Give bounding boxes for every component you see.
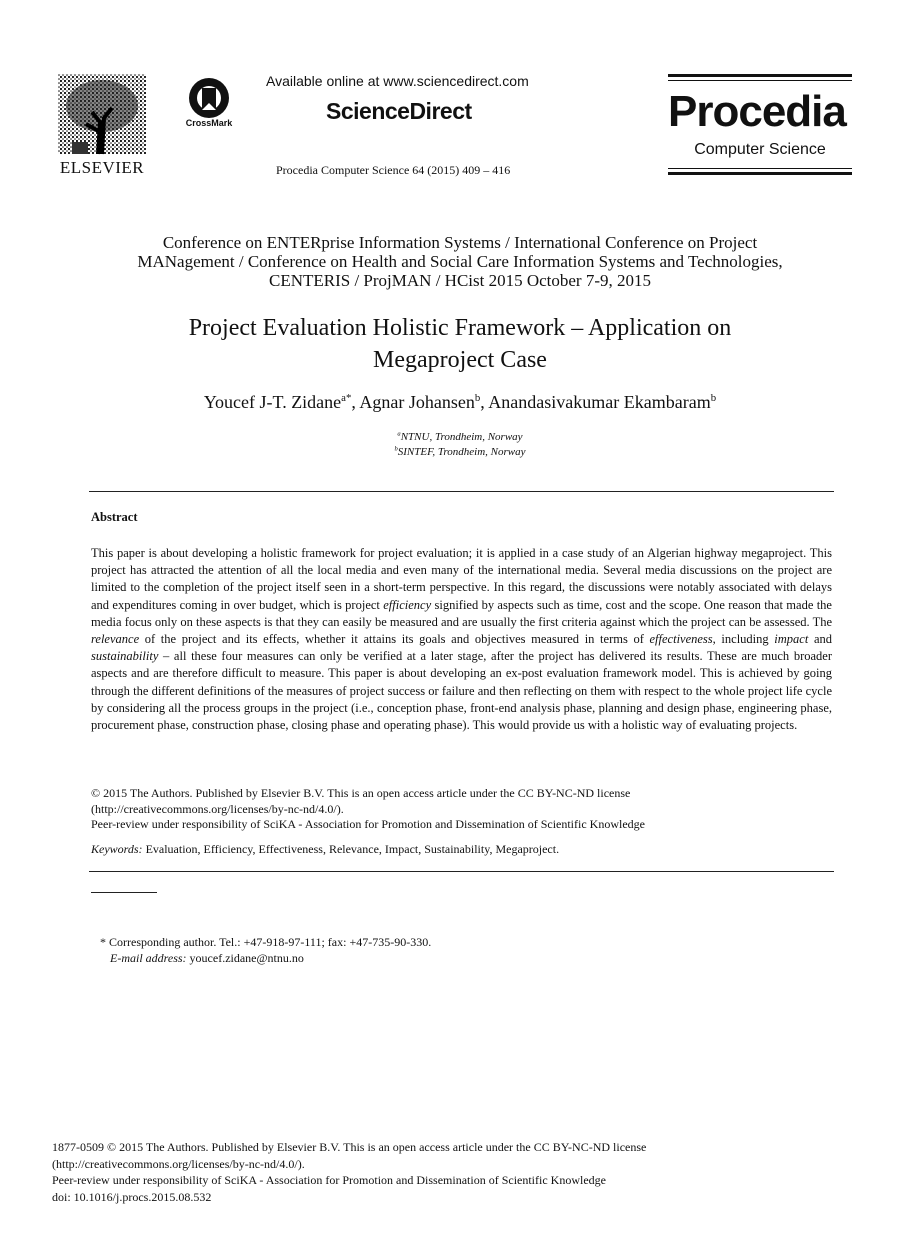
procedia-logo xyxy=(668,74,852,176)
sciencedirect-logo: ScienceDirect xyxy=(326,98,472,124)
author-name: Anandasivakumar Ekambaram xyxy=(488,392,711,412)
conference-name xyxy=(60,233,860,290)
footnote xyxy=(100,934,800,966)
abstract-emphasis: sustainability xyxy=(91,649,159,664)
author-affil-mark: b xyxy=(710,392,717,404)
abstract-span: This paper is about developing a holistic framework for project evaluation; it is applied in a case study of an Algerian highway megaproject. This project has attracted the attention of all the local media and even many of the international media. Several media discussions on the project are limited to the completion of the project itself seen in a short-term perspective. In this regard, the discussions were notably associated with delays and expenditures coming in over budget, which is project xyxy=(91,546,832,612)
email-label: E-mail address: xyxy=(110,951,187,965)
publisher-name: ELSEVIER xyxy=(59,158,145,177)
abstract-span: of the project and its effects, whether it attains its goals and objectives measured in terms of xyxy=(139,632,650,647)
bottom-notice xyxy=(52,1139,852,1205)
conference-line: Conference on ENTERprise Information Systems / International Conference on Project xyxy=(162,233,758,252)
affil-text: SINTEF, Trondheim, Norway xyxy=(397,446,526,458)
divider-bottom xyxy=(89,871,834,872)
affil-mark: a xyxy=(397,430,401,438)
procedia-title: Procedia xyxy=(668,87,846,136)
affiliation xyxy=(60,430,860,445)
keywords-text: Evaluation, Efficiency, Effectiveness, Relevance, Impact, Sustainability, Megaproject. xyxy=(142,842,560,856)
affil-mark: b xyxy=(394,445,398,453)
bottom-license-link[interactable]: (http://creativecommons.org/licenses/by-nc-nd/4.0/). xyxy=(52,1156,305,1171)
procedia-subtitle: Computer Science xyxy=(694,141,826,158)
abstract-emphasis: impact xyxy=(774,632,809,647)
author-list xyxy=(60,392,860,413)
corresponding-author: * Corresponding author. Tel.: +47-918-97-111; fax: +47-735-90-330. xyxy=(100,935,432,949)
license-statement xyxy=(91,786,832,833)
license-line: © 2015 The Authors. Published by Elsevier B.V. This is an open access article under the CC BY-NC-ND license xyxy=(91,786,631,800)
footnote-rule xyxy=(91,892,157,893)
license-line: Peer-review under responsibility of SciKA - Association for Promotion and Dissemination of Scientific Knowledge xyxy=(91,817,645,831)
abstract-span: , including xyxy=(712,632,775,647)
author-affil-mark: b xyxy=(474,392,481,404)
abstract-emphasis: efficiency xyxy=(383,597,432,612)
abstract-text xyxy=(91,545,832,734)
conference-line: MANagement / Conference on Health and Social Care Information Systems and Technologies, xyxy=(137,252,783,271)
email-address[interactable]: youcef.zidane@ntnu.no xyxy=(186,951,304,965)
abstract-heading: Abstract xyxy=(91,510,138,524)
author-name: Youcef J-T. Zidane xyxy=(203,392,342,412)
license-link[interactable]: (http://creativecommons.org/licenses/by-nc-nd/4.0/). xyxy=(91,801,344,816)
available-online-text: Available online at www.sciencedirect.com xyxy=(266,73,529,89)
abstract-span: and xyxy=(808,632,832,647)
divider-top xyxy=(89,491,834,492)
conference-line: CENTERIS / ProjMAN / HCist 2015 October 7-9, 2015 xyxy=(268,271,652,290)
author-name: Agnar Johansen xyxy=(359,392,475,412)
keywords-label: Keywords: xyxy=(91,842,143,856)
bottom-line: 1877-0509 © 2015 The Authors. Published by Elsevier B.V. This is an open access article under the CC BY-NC-ND license xyxy=(52,1140,647,1154)
abstract-span: – all these four measures can only be verified at a later stage, after the project has delivered its results. These are much broader aspects and are therefore difficult to measure. This paper is about developing an ex-post evaluation framework model. This is achieved by going through the different definitions of the measures of project success or failure and then reflecting on them with respect to the whole project life cycle by considering all the process groups in the project (i.e., conception phase, front-end analysis phase, planning and design phase, engineering phase, procurement phase, construction phase, closing phase and operating phase). This would provide us with a holistic way of evaluating projects. xyxy=(91,649,832,733)
title-line: Project Evaluation Holistic Framework – Application on xyxy=(188,315,732,341)
abstract-emphasis: relevance xyxy=(91,632,140,647)
author-affil-mark: a* xyxy=(341,392,352,404)
author-separator: , xyxy=(480,392,489,412)
affiliation xyxy=(60,445,860,460)
affil-text: NTNU, Trondheim, Norway xyxy=(400,431,523,443)
bottom-line: Peer-review under responsibility of SciKA - Association for Promotion and Dissemination of Scientific Knowledge xyxy=(52,1173,606,1187)
journal-reference: Procedia Computer Science 64 (2015) 409 – 416 xyxy=(276,163,511,177)
affiliations xyxy=(60,430,860,460)
abstract-emphasis: effectiveness xyxy=(649,632,713,647)
crossmark-label: CrossMark xyxy=(185,118,233,128)
keywords xyxy=(91,842,832,857)
author-separator: , xyxy=(351,392,360,412)
abstract-span: signified by aspects such as time, cost and the scope. One reason that made the media focus only on these aspects is that they can easily be measured and are usually the first criteria against which the project can be assessed. The xyxy=(91,597,832,629)
paper-title xyxy=(60,312,860,376)
doi[interactable]: doi: 10.1016/j.procs.2015.08.532 xyxy=(52,1189,212,1204)
title-line: Megaproject Case xyxy=(373,347,547,373)
